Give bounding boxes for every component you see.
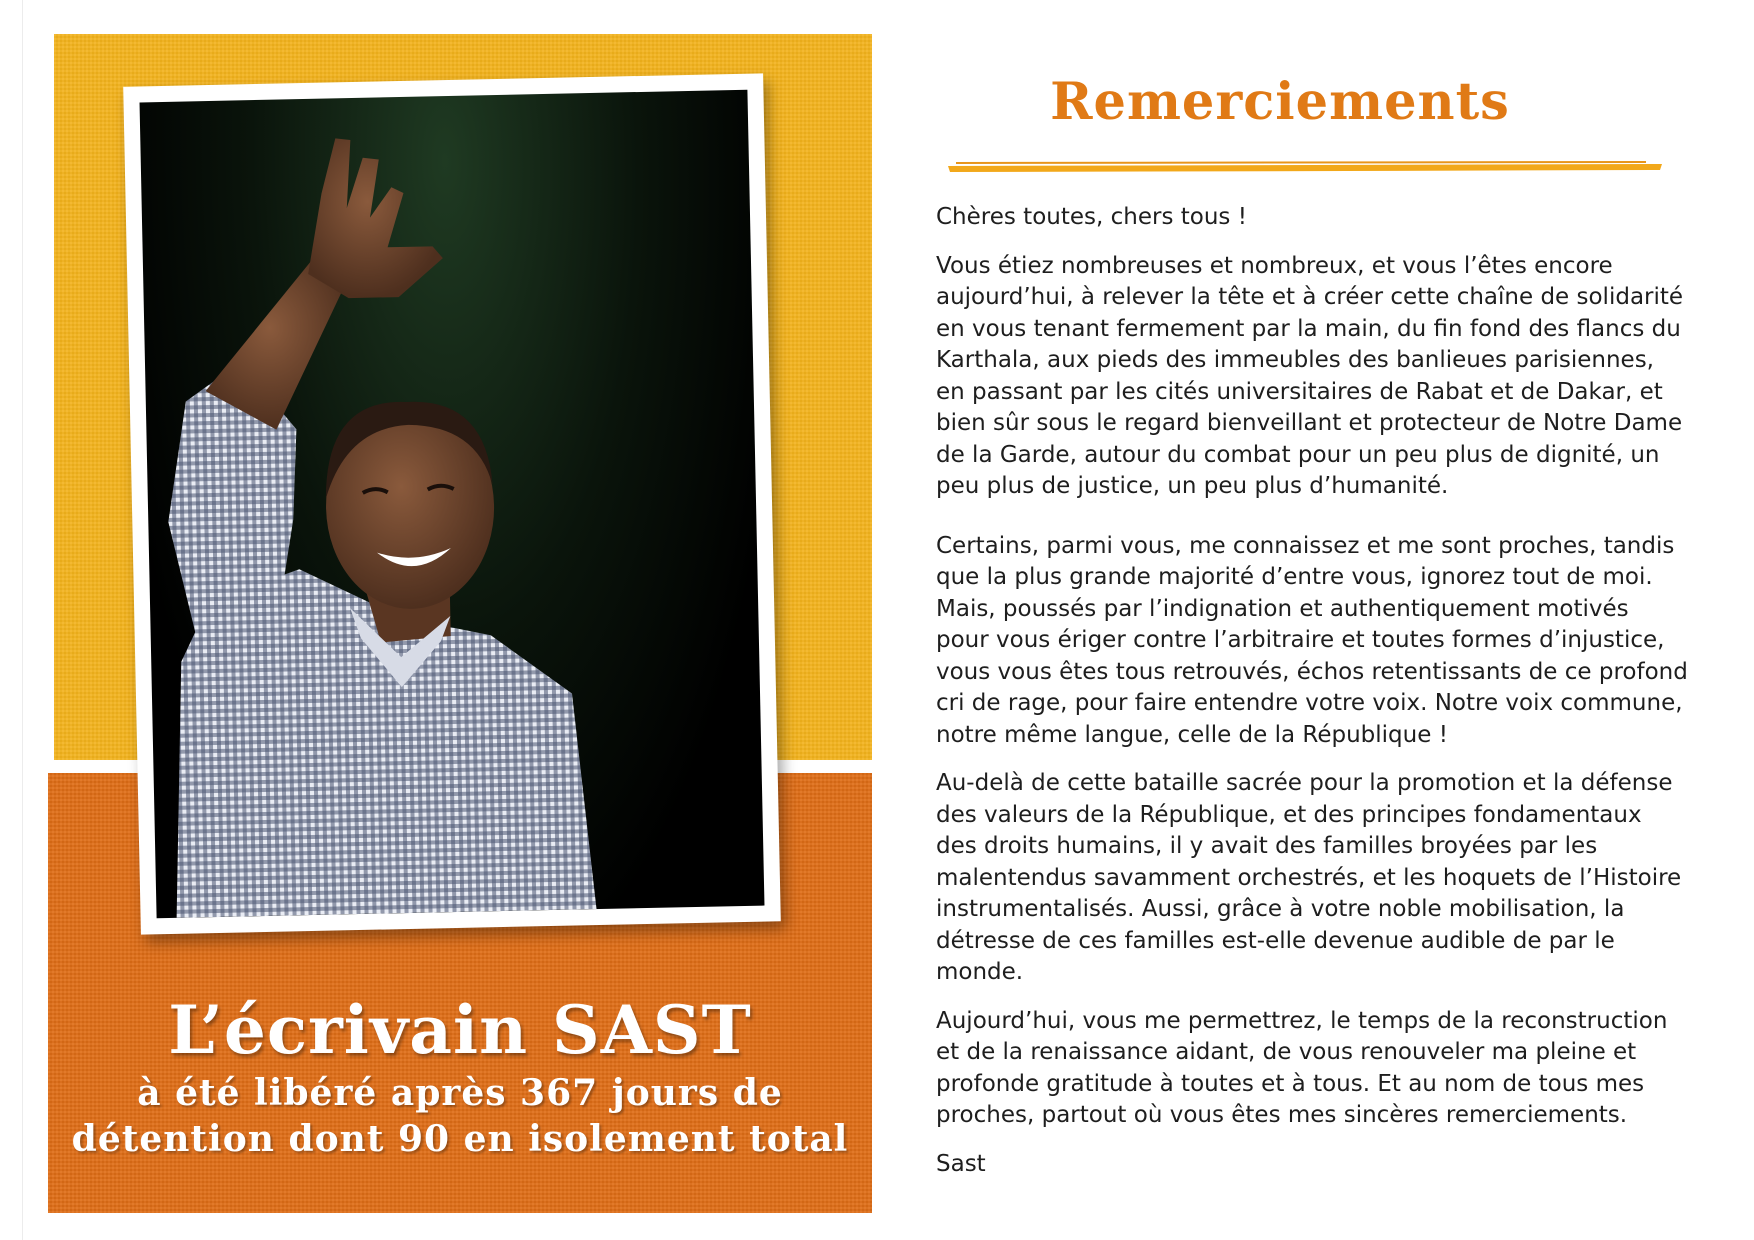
portrait-photo [140,90,765,919]
letter-paragraph-1: Vous étiez nombreuses et nombreux, et vous l’êtes encore aujourd’hui, à relever la tête et à créer cette chaîne de solidarité en vous tenant fermement par la main, du fin fond des flancs du Karthala, aux pieds des immeubles des banlieues parisiennes, en passant par les cités universitaires de Rabat et de Dakar, et bien sûr sous le regard bienveillant et protecteur de Notre Dame de la Garde, autour du combat pour un peu plus de dignité, un peu plus de justice, un peu plus d’humanité. [936,252,1684,499]
page-edge-line [22,0,23,1240]
caption-line-2: détention dont 90 en isolement total [71,1118,849,1160]
letter-signature: Sast [936,1150,986,1177]
caption-block [60,990,860,1162]
caption-title: L’écrivain SAST [168,991,752,1069]
photo-frame [123,73,781,934]
letter-paragraph-3: Au-delà de cette bataille sacrée pour la promotion et la défense des valeurs de la République, et des principes fondamentaux des droits humains, il y avait des familles broyées par les malentendus savamment orchestrés, et les hoquets de l’Histoire instrumentalisés. Aussi, grâce à votre noble mobilisation, la détresse de ces familles est-elle devenue audible de par le monde. [936,770,1682,985]
portrait-illustration [140,90,765,919]
letter-greeting: Chères toutes, chers tous ! [936,204,1247,230]
title-underline [946,160,1664,174]
caption-line-1: à été libéré après 367 jours de [137,1072,783,1114]
letter-paragraph-2: Certains, parmi vous, me connaissez et me sont proches, tandis que la plus grande majorité d’entre vous, ignorez tout de moi. Mais, poussés par l’indignation et authentiquement motivés pour vous ériger contre l’arbitraire et toutes formes d’injustice, vous vous êtes tous retrouvés, échos retentissants de ce profond cri de rage, pour faire entendre votre voix. Notre voix commune, notre même langue, celle de la République ! [936,532,1688,748]
letter-body [936,202,1688,1197]
page-title: Remerciements [1050,72,1510,132]
letter-paragraph-4: Aujourd’hui, vous me permettrez, le temps de la reconstruction et de la renaissance aidant, de vous renouveler ma pleine et profonde gratitude à toutes et à tous. Et au nom de tous mes proches, partout où vous êtes mes sincères remerciements. [936,1007,1668,1128]
